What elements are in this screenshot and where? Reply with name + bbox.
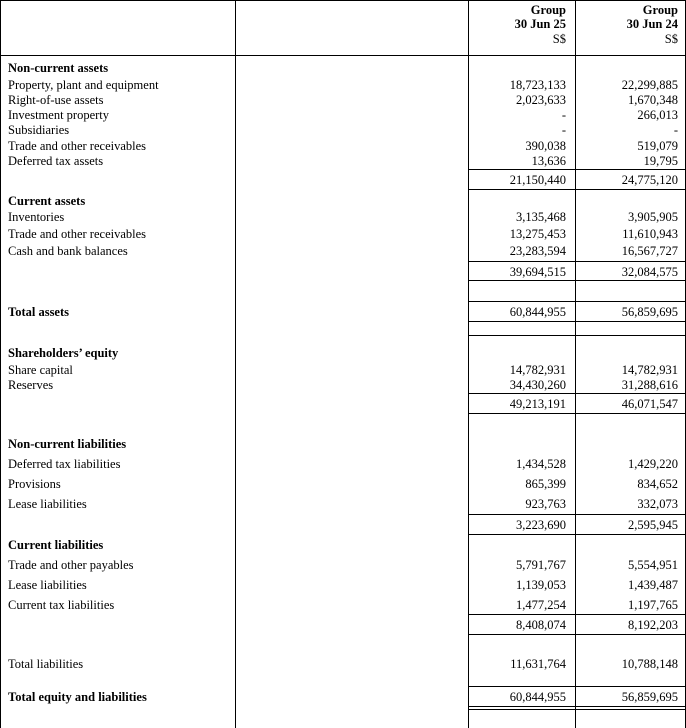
- col2-date: 30 Jun 24: [626, 17, 678, 31]
- row-value-col1: 34,430,260: [509, 378, 566, 392]
- subtotal-rule: [468, 169, 686, 170]
- row-label: Lease liabilities: [8, 497, 87, 511]
- section-title-equity: Shareholders’ equity: [8, 346, 119, 360]
- row-label: Subsidiaries: [8, 123, 70, 137]
- row-value-col2: 3,905,905: [628, 210, 678, 224]
- subtotal-col1: 21,150,440: [509, 173, 566, 187]
- col2-currency: S$: [664, 32, 678, 46]
- row-value-col1: 18,723,133: [509, 78, 566, 92]
- section-title-non-current-assets: Non-current assets: [8, 61, 109, 75]
- subtotal-col1: 49,213,191: [509, 397, 566, 411]
- col2-group-label: Group: [642, 3, 678, 17]
- row-label: Share capital: [8, 363, 73, 377]
- row-label: Deferred tax liabilities: [8, 457, 121, 471]
- row-label: Investment property: [8, 108, 110, 122]
- row-label: Lease liabilities: [8, 578, 87, 592]
- total-rule: [468, 686, 686, 687]
- subtotal-col2: 2,595,945: [628, 518, 678, 532]
- row-value-col2: 22,299,885: [621, 78, 678, 92]
- row-value-col1: 1,434,528: [516, 457, 566, 471]
- row-label: Reserves: [8, 378, 54, 392]
- row-value-col1: 923,763: [525, 497, 566, 511]
- column-divider-label: [235, 0, 236, 728]
- total-equity-liabilities-label: Total equity and liabilities: [8, 690, 147, 704]
- total-assets-col1: 60,844,955: [509, 305, 566, 319]
- header-top-rule: [0, 0, 686, 1]
- row-label: Trade and other payables: [8, 558, 134, 572]
- subtotal-col1: 3,223,690: [516, 518, 566, 532]
- col1-currency: S$: [552, 32, 566, 46]
- section-title-current-assets: Current assets: [8, 194, 86, 208]
- subtotal-rule: [468, 534, 686, 535]
- row-label: Right-of-use assets: [8, 93, 104, 107]
- section-title-current-liabilities: Current liabilities: [8, 538, 104, 552]
- subtotal-col2: 46,071,547: [621, 397, 678, 411]
- total-equity-liabilities-col1: 60,844,955: [509, 690, 566, 704]
- subtotal-rule: [468, 514, 686, 515]
- section-title-non-current-liabilities: Non-current liabilities: [8, 437, 127, 451]
- subtotal-rule: [468, 413, 686, 414]
- subtotal-rule: [468, 634, 686, 635]
- total-assets-label: Total assets: [8, 305, 70, 319]
- row-label: Trade and other receivables: [8, 227, 147, 241]
- row-value-col1: 14,782,931: [509, 363, 566, 377]
- double-underline-rule: [468, 709, 686, 710]
- subtotal-col1: 8,408,074: [516, 618, 566, 632]
- row-value-col1: 390,038: [525, 139, 566, 153]
- row-value-col1: 3,135,468: [516, 210, 566, 224]
- subtotal-rule: [468, 280, 686, 281]
- row-label: Property, plant and equipment: [8, 78, 159, 92]
- row-value-col1: 2,023,633: [516, 93, 566, 107]
- total-assets-col2: 56,859,695: [621, 305, 678, 319]
- row-value-col2: 266,013: [637, 108, 678, 122]
- subtotal-rule: [468, 393, 686, 394]
- col1-date: 30 Jun 25: [514, 17, 566, 31]
- row-value-col1: 865,399: [525, 477, 566, 491]
- total-equity-liabilities-col2: 56,859,695: [621, 690, 678, 704]
- row-value-col2: -: [673, 123, 678, 137]
- row-value-col1: -: [561, 123, 566, 137]
- row-value-col2: 31,288,616: [621, 378, 678, 392]
- subtotal-col1: 39,694,515: [509, 265, 566, 279]
- total-liabilities-col1: 11,631,764: [510, 657, 566, 671]
- row-value-col1: 13,275,453: [509, 227, 566, 241]
- total-rule: [468, 706, 686, 707]
- row-label: Current tax liabilities: [8, 598, 115, 612]
- header-bottom-rule: [0, 55, 686, 56]
- row-label: Deferred tax assets: [8, 154, 104, 168]
- row-value-col1: 23,283,594: [509, 244, 566, 258]
- column-divider-col1: [468, 0, 469, 728]
- row-value-col2: 519,079: [637, 139, 678, 153]
- section-rule: [468, 335, 686, 336]
- subtotal-rule: [468, 261, 686, 262]
- total-rule: [468, 321, 686, 322]
- border-left: [0, 0, 1, 728]
- row-value-col1: 5,791,767: [516, 558, 566, 572]
- column-divider-col2: [575, 0, 576, 728]
- row-value-col2: 834,652: [637, 477, 678, 491]
- row-value-col2: 16,567,727: [621, 244, 678, 258]
- row-label: Inventories: [8, 210, 65, 224]
- row-value-col2: 1,429,220: [628, 457, 678, 471]
- row-label: Trade and other receivables: [8, 139, 147, 153]
- row-value-col2: 19,795: [643, 154, 678, 168]
- row-value-col1: 1,139,053: [516, 578, 566, 592]
- col1-group-label: Group: [530, 3, 566, 17]
- total-liabilities-label: Total liabilities: [8, 657, 84, 671]
- row-value-col1: 1,477,254: [516, 598, 566, 612]
- row-value-col2: 1,670,348: [628, 93, 678, 107]
- row-value-col2: 1,439,487: [628, 578, 678, 592]
- row-label: Provisions: [8, 477, 61, 491]
- row-value-col2: 14,782,931: [621, 363, 678, 377]
- total-liabilities-col2: 10,788,148: [621, 657, 678, 671]
- row-value-col1: 13,636: [531, 154, 566, 168]
- subtotal-col2: 32,084,575: [621, 265, 678, 279]
- row-value-col1: -: [561, 108, 566, 122]
- row-value-col2: 1,197,765: [628, 598, 678, 612]
- row-value-col2: 11,610,943: [622, 227, 678, 241]
- total-rule: [468, 301, 686, 302]
- subtotal-rule: [468, 614, 686, 615]
- row-value-col2: 332,073: [637, 497, 678, 511]
- row-label: Cash and bank balances: [8, 244, 128, 258]
- row-value-col2: 5,554,951: [628, 558, 678, 572]
- subtotal-col2: 24,775,120: [621, 173, 678, 187]
- subtotal-rule: [468, 189, 686, 190]
- subtotal-col2: 8,192,203: [628, 618, 678, 632]
